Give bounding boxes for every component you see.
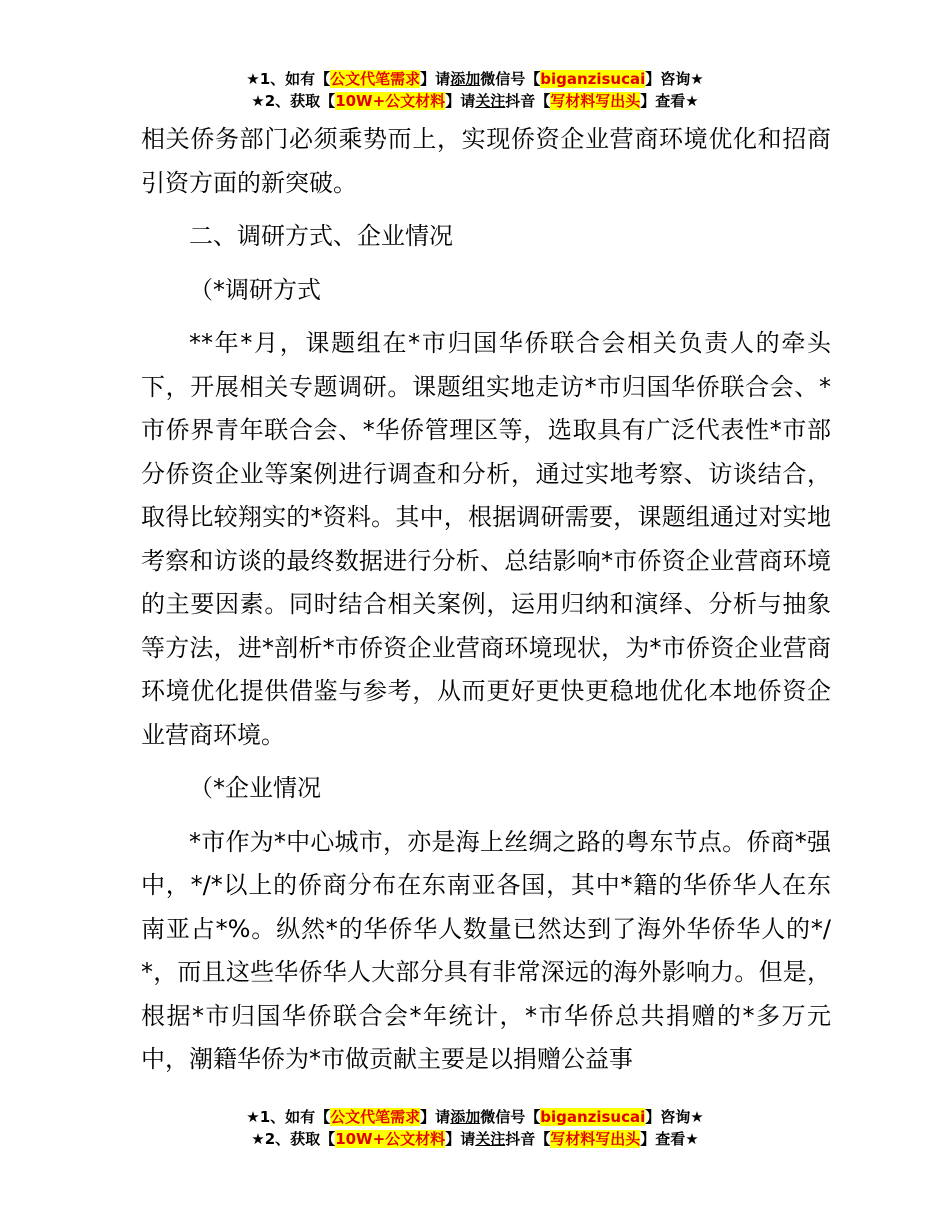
continued-paragraph: 相关侨务部门必须乘势而上，实现侨资企业营商环境优化和招商引资方面的新突破。 [141,125,831,197]
promo-highlight-materials: 10W+公文材料 [335,92,446,110]
promo-highlight-service: 公文代笔需求 [330,70,421,88]
subsection-heading-enterprise: （*企业情况 [189,774,321,802]
promo-underlined-add: 添加 [450,70,481,88]
promo-line-2-prefix: ★2、获取【 [251,92,336,110]
footer-promo-line-2-mid: 】请 [445,1130,476,1148]
footer-promo-underlined-add: 添加 [450,1108,481,1126]
footer-promo-line-1-suffix: 】咨询★ [645,1108,704,1126]
section-heading: 二、调研方式、企业情况 [189,222,453,250]
promo-underlined-follow: 关注 [475,92,506,110]
footer-promo-highlight-service: 公文代笔需求 [330,1108,421,1126]
footer-promo-line-2-mid2: 抖音【 [505,1130,551,1148]
footer-promo-underlined-follow: 关注 [475,1130,506,1148]
paragraph-enterprise: *市作为*中心城市，亦是海上丝绸之路的粤东节点。侨商*强中，*/*以上的侨商分布在东南亚各国，其中*籍的华侨华人在东南亚占*%。纵然*的华侨华人数量已然达到了海外华侨华人的*/*，而且这些华侨华人大部分具有非常深远的海外影响力。但是，根据*市归国华侨联合会*年统计，*市华侨总共捐赠的*多万元中，潮籍华侨为*市做贡献主要是以捐赠公益事 [141,827,831,1073]
promo-highlight-wechat-id: biganzisucai [540,70,646,88]
footer-promo-line-2-suffix: 】查看★ [640,1130,699,1148]
promo-line-2-mid: 】请 [445,92,476,110]
footer-promo-highlight-materials: 10W+公文材料 [335,1130,446,1148]
footer-promo-line-1-prefix: ★1、如有【 [246,1108,331,1126]
promo-highlight-douyin-id: 写材料写出头 [550,92,641,110]
subsection-heading-method: （*调研方式 [189,275,321,304]
footer-promo-line-2 [0,1128,950,1150]
footer-promo-highlight-wechat-id: biganzisucai [540,1108,646,1126]
promo-line-2 [0,90,950,112]
footer-promo-line-2-prefix: ★2、获取【 [251,1130,336,1148]
promo-line-1-mid2: 微信号【 [480,70,541,88]
promo-line-1-prefix: ★1、如有【 [246,70,331,88]
promo-line-1-mid: 】请 [420,70,451,88]
footer-promo-line-1-mid: 】请 [420,1108,451,1126]
footer-promo-highlight-douyin-id: 写材料写出头 [550,1130,641,1148]
footer-promo-banner [0,1106,950,1150]
promo-line-1 [0,68,950,90]
promo-line-2-mid2: 抖音【 [505,92,551,110]
promo-line-1-suffix: 】咨询★ [645,70,704,88]
header-promo-banner [0,68,950,112]
footer-promo-line-1 [0,1106,950,1128]
promo-line-2-suffix: 】查看★ [640,92,699,110]
footer-promo-line-1-mid2: 微信号【 [480,1108,541,1126]
paragraph-method: **年*月，课题组在*市归国华侨联合会相关负责人的牵头下，开展相关专题调研。课题组实地走访*市归国华侨联合会、*市侨界青年联合会、*华侨管理区等，选取具有广泛代表性*市部分侨资企业等案例进行调查和分析，通过实地考察、访谈结合，取得比较翔实的*资料。其中，根据调研需要，课题组通过对实地考察和访谈的最终数据进行分析、总结影响*市侨资企业营商环境的主要因素。同时结合相关案例，运用归纳和演绎、分析与抽象等方法，进*剖析*市侨资企业营商环境现状，为*市侨资企业营商环境优化提供借鉴与参考，从而更好更快更稳地优化本地侨资企业营商环境。 [141,329,831,749]
document-body [141,118,831,1082]
